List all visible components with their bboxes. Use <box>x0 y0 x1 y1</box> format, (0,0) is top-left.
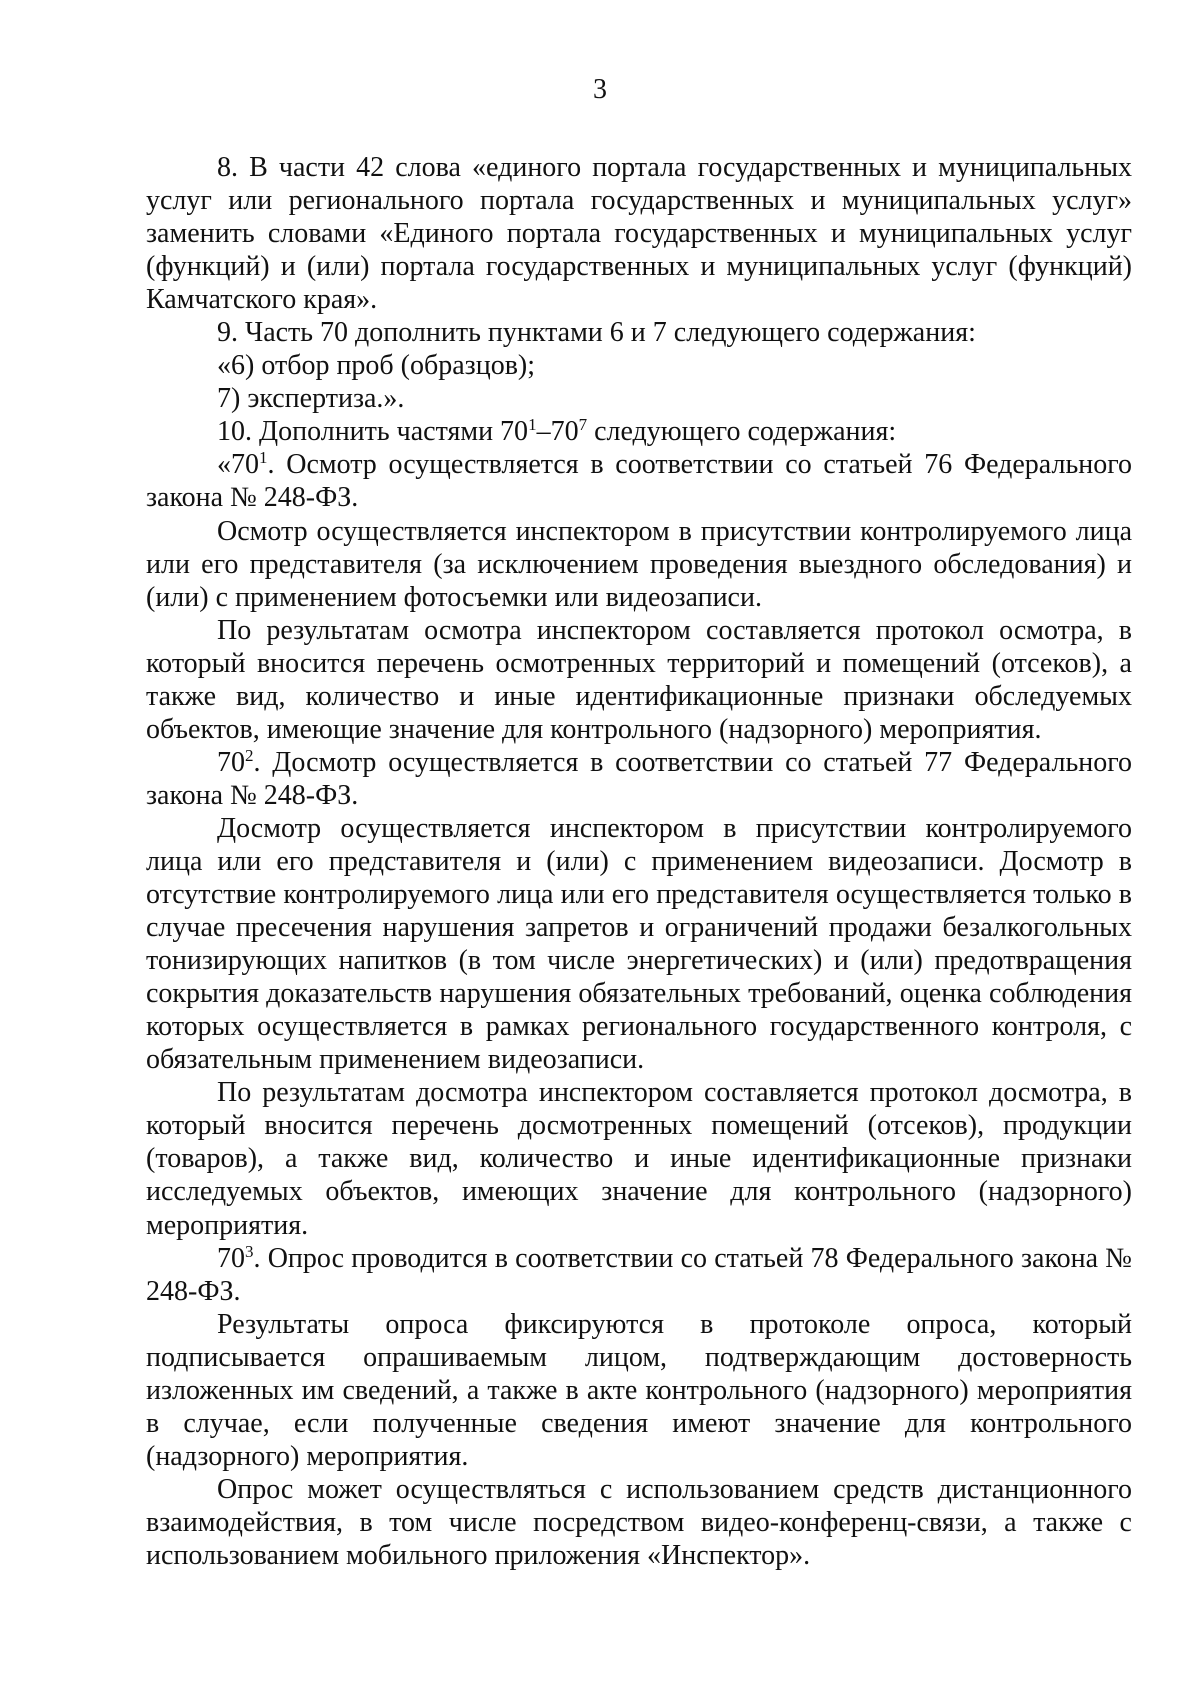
paragraph-item-10 <box>146 415 1132 448</box>
paragraph-inspection-protocol: По результатам осмотра инспектором составляется протокол осмотра, в который вносится перечень осмотренных территорий и помещений (отсеков), а также вид, количество и иные идентификационные признаки обследуемых объектов, имеющие значение для контрольного (надзорного) мероприятия. <box>146 614 1132 745</box>
part-superscript: 1 <box>259 448 268 468</box>
paragraph-part-70-2 <box>146 746 1132 812</box>
page-number: 3 <box>593 74 607 105</box>
paragraph-search-protocol: По результатам досмотра инспектором составляется протокол досмотра, в который вносится перечень досмотренных помещений (отсеков), продукции (товаров), а также вид, количество и иные идентификационные признаки исследуемых объектов, имеющих значение для контрольного (надзорного) мероприятия. <box>146 1077 1132 1241</box>
part-number: 70 <box>217 1242 245 1274</box>
paragraph-inspection-presence: Осмотр осуществляется инспектором в присутствии контролируемого лица или его представителя (за исключением проведения выездного обследования) и (или) с применением фотосъемки или видеозаписи. <box>146 515 1132 613</box>
paragraph-subitem-7: 7) экспертиза.». <box>217 383 405 415</box>
part-superscript: 3 <box>245 1241 254 1261</box>
part-superscript: 2 <box>245 745 254 765</box>
paragraph-search-presence: Досмотр осуществляется инспектором в присутствии контролируемого лица или его представителя и (или) с применением видеозаписи. Досмотр в отсутствие контролируемого лица или его представителя осуществляется только в случае пресечения нарушения запретов и ограничений продажи безалкогольных тонизирующих напитков (в том числе энергетических) и (или) предотвращения сокрытия доказательств нарушения обязательных требований, оценка соблюдения которых осуществляется в рамках регионального государственного контроля, с обязательным применением видеозаписи. <box>146 812 1132 1076</box>
part-text: . Досмотр осуществляется в соответствии со статьей 77 Федерального закона № 248-ФЗ. <box>146 746 1132 811</box>
item-10-text: 10. Дополнить частями 70 <box>217 416 529 448</box>
paragraph-survey-remote: Опрос может осуществляться с использованием средств дистанционного взаимодействия, в том числе посредством видео-конференц-связи, а также с использованием мобильного приложения «Инспектор». <box>146 1473 1132 1571</box>
item-10-sup-from: 1 <box>528 415 537 435</box>
paragraph-item-9: 9. Часть 70 дополнить пунктами 6 и 7 следующего содержания: <box>217 317 976 349</box>
item-10-range: –70 <box>536 416 579 448</box>
item-10-tail: следующего содержания: <box>587 416 897 448</box>
part-number: «70 <box>217 449 259 481</box>
paragraph-part-70-3 <box>146 1242 1132 1308</box>
part-text: . Осмотр осуществляется в соответствии со статьей 76 Федерального закона № 248-ФЗ. <box>146 449 1132 514</box>
document-body <box>146 151 1132 1572</box>
part-number: 70 <box>217 746 245 778</box>
part-text: . Опрос проводится в соответствии со статьей 78 Федерального закона № 248-ФЗ. <box>146 1242 1132 1307</box>
paragraph-item-8: 8. В части 42 слова «единого портала государственных и муниципальных услуг или регионального портала государственных и муниципальных услуг» заменить словами «Единого портала государственных и муниципальных услуг (функций) и (или) портала государственных и муниципальных услуг (функций) Камчатского края». <box>146 152 1132 316</box>
paragraph-survey-results: Результаты опроса фиксируются в протоколе опроса, который подписывается опрашиваемым лицом, подтверждающим достоверность изложенных им сведений, а также в акте контрольного (надзорного) мероприятия в случае, если полученные сведения имеют значение для контрольного (надзорного) мероприятия. <box>146 1308 1132 1472</box>
item-10-sup-to: 7 <box>578 415 588 435</box>
paragraph-subitem-6: «6) отбор проб (образцов); <box>217 350 536 382</box>
paragraph-part-70-1 <box>146 448 1132 514</box>
